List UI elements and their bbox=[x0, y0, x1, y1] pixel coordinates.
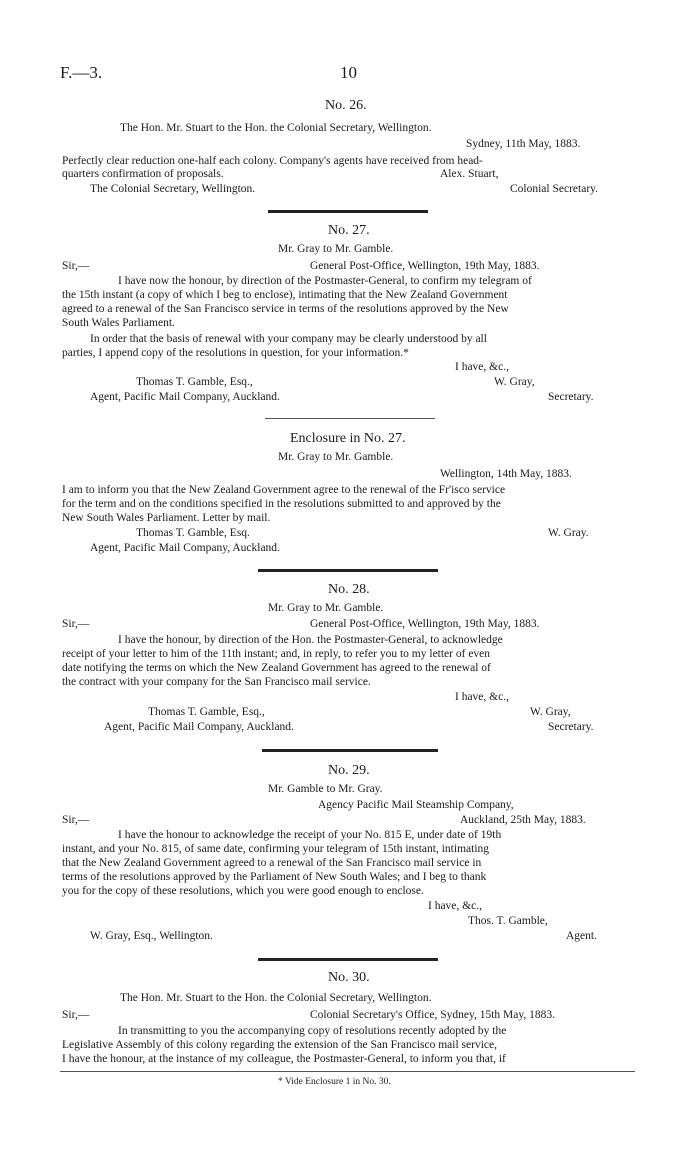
doc30-line-1: In transmitting to you the accompanying copy of resolutions recently adopted by the bbox=[118, 1025, 507, 1037]
doc29-line-3: that the New Zealand Government agreed to a renewal of the San Francisco mail service in bbox=[62, 857, 482, 869]
doc27-signature-title: Secretary. bbox=[548, 391, 594, 403]
doc28-closing: I have, &c., bbox=[455, 691, 509, 703]
encl27-addressee-2: Agent, Pacific Mail Company, Auckland. bbox=[90, 542, 280, 554]
doc28-signature-name: W. Gray, bbox=[530, 706, 571, 718]
doc26-signature-title: Colonial Secretary. bbox=[510, 183, 599, 195]
doc27-addressee-2: Agent, Pacific Mail Company, Auckland. bbox=[90, 391, 280, 403]
doc27-line-3: agreed to a renewal of the San Francisco service in terms of the resolutions approved by the New bbox=[62, 303, 509, 315]
doc26-body-2: quarters confirmation of proposals. bbox=[62, 168, 224, 180]
doc27-place-date: General Post-Office, Wellington, 19th May, 1883. bbox=[310, 260, 540, 272]
doc28-addressee-2: Agent, Pacific Mail Company, Auckland. bbox=[104, 721, 294, 733]
doc27-closing: I have, &c., bbox=[455, 361, 509, 373]
footnote-rule bbox=[60, 1071, 635, 1072]
doc27-number: No. 27. bbox=[328, 223, 370, 238]
doc30-from-to: The Hon. Mr. Stuart to the Hon. the Colonial Secretary, Wellington. bbox=[120, 992, 432, 1004]
doc29-closing: I have, &c., bbox=[428, 900, 482, 912]
doc30-line-2: Legislative Assembly of this colony regarding the extension of the San Francisco mail service, bbox=[62, 1039, 497, 1051]
doc27-salutation: Sir,— bbox=[62, 260, 90, 272]
doc28-salutation: Sir,— bbox=[62, 618, 90, 630]
section-divider bbox=[268, 210, 428, 213]
doc26-signature-name: Alex. Stuart, bbox=[440, 168, 499, 180]
encl27-signature-name: W. Gray. bbox=[548, 527, 589, 539]
doc27-from-to: Mr. Gray to Mr. Gamble. bbox=[278, 243, 394, 255]
section-divider bbox=[265, 418, 435, 419]
doc28-line-4: the contract with your company for the San Francisco mail service. bbox=[62, 676, 371, 688]
doc29-number: No. 29. bbox=[328, 763, 370, 778]
encl27-line-3: New South Wales Parliament. Letter by mail. bbox=[62, 512, 271, 524]
doc30-place-date: Colonial Secretary's Office, Sydney, 15th May, 1883. bbox=[310, 1009, 556, 1021]
doc28-line-1: I have the honour, by direction of the Hon. the Postmaster-General, to acknowledge bbox=[118, 634, 503, 646]
encl27-place-date: Wellington, 14th May, 1883. bbox=[440, 468, 572, 480]
doc29-signature-title: Agent. bbox=[566, 930, 597, 942]
doc29-signature-name: Thos. T. Gamble, bbox=[468, 915, 548, 927]
doc28-line-3: date notifying the terms on which the New Zealand Government has agreed to the renewal of bbox=[62, 662, 491, 674]
doc27-line-5: In order that the basis of renewal with your company may be clearly understood by all bbox=[90, 333, 487, 345]
page-number: 10 bbox=[340, 63, 357, 82]
encl27-line-2: for the term and on the conditions specified in the resolutions submitted to and approved by the bbox=[62, 498, 501, 510]
doc29-addressee: W. Gray, Esq., Wellington. bbox=[90, 930, 213, 942]
doc30-salutation: Sir,— bbox=[62, 1009, 90, 1021]
doc30-line-3: I have the honour, at the instance of my colleague, the Postmaster-General, to inform you that, if bbox=[62, 1053, 506, 1065]
encl27-line-1: I am to inform you that the New Zealand Government agree to the renewal of the Fr'isco service bbox=[62, 484, 506, 496]
doc29-line-4: terms of the resolutions approved by the Parliament of New South Wales; and I beg to thank bbox=[62, 871, 487, 883]
page-ref: F.—3. bbox=[60, 63, 103, 82]
doc28-line-2: receipt of your letter to him of the 11th instant; and, in reply, to refer you to my letter of even bbox=[62, 648, 491, 660]
doc29-line-2: instant, and your No. 815, of same date, confirming your telegram of 15th instant, intimating bbox=[62, 843, 490, 855]
section-divider bbox=[258, 958, 438, 961]
footnote: * Vide Enclosure 1 in No. 30. bbox=[278, 1077, 391, 1087]
doc29-salutation: Sir,— bbox=[62, 814, 90, 826]
doc29-from-to: Mr. Gamble to Mr. Gray. bbox=[268, 783, 383, 795]
doc28-signature-title: Secretary. bbox=[548, 721, 594, 733]
doc28-from-to: Mr. Gray to Mr. Gamble. bbox=[268, 602, 384, 614]
doc26-number: No. 26. bbox=[325, 98, 367, 113]
section-divider bbox=[258, 569, 438, 572]
doc28-number: No. 28. bbox=[328, 582, 370, 597]
encl27-addressee-1: Thomas T. Gamble, Esq. bbox=[136, 527, 250, 539]
encl27-from-to: Mr. Gray to Mr. Gamble. bbox=[278, 451, 394, 463]
doc29-line-5: you for the copy of these resolutions, which you were good enough to enclose. bbox=[62, 885, 424, 897]
doc29-line-1: I have the honour to acknowledge the receipt of your No. 815 E, under date of 19th bbox=[118, 829, 502, 841]
doc30-number: No. 30. bbox=[328, 970, 370, 985]
doc27-line-2: the 15th instant (a copy of which I beg to enclose), intimating that the New Zealand Government bbox=[62, 289, 508, 301]
encl27-title: Enclosure in No. 27. bbox=[290, 431, 406, 446]
section-divider bbox=[262, 749, 438, 752]
doc27-line-1: I have now the honour, by direction of the Postmaster-General, to confirm my telegram of bbox=[118, 275, 532, 287]
doc29-place-date: Auckland, 25th May, 1883. bbox=[460, 814, 586, 826]
doc27-line-6: parties, I append copy of the resolutions in question, for your information.* bbox=[62, 347, 409, 359]
doc28-place-date: General Post-Office, Wellington, 19th May, 1883. bbox=[310, 618, 540, 630]
doc29-org: Agency Pacific Mail Steamship Company, bbox=[318, 799, 514, 811]
doc26-place-date: Sydney, 11th May, 1883. bbox=[466, 138, 581, 150]
doc27-addressee-1: Thomas T. Gamble, Esq., bbox=[136, 376, 253, 388]
doc27-line-4: South Wales Parliament. bbox=[62, 317, 175, 329]
doc26-from-to: The Hon. Mr. Stuart to the Hon. the Colonial Secretary, Wellington. bbox=[120, 122, 432, 134]
doc27-signature-name: W. Gray, bbox=[494, 376, 535, 388]
doc26-addressee: The Colonial Secretary, Wellington. bbox=[90, 183, 256, 195]
doc28-addressee-1: Thomas T. Gamble, Esq., bbox=[148, 706, 265, 718]
doc26-body-1: Perfectly clear reduction one-half each colony. Company's agents have received from head- bbox=[62, 155, 483, 167]
